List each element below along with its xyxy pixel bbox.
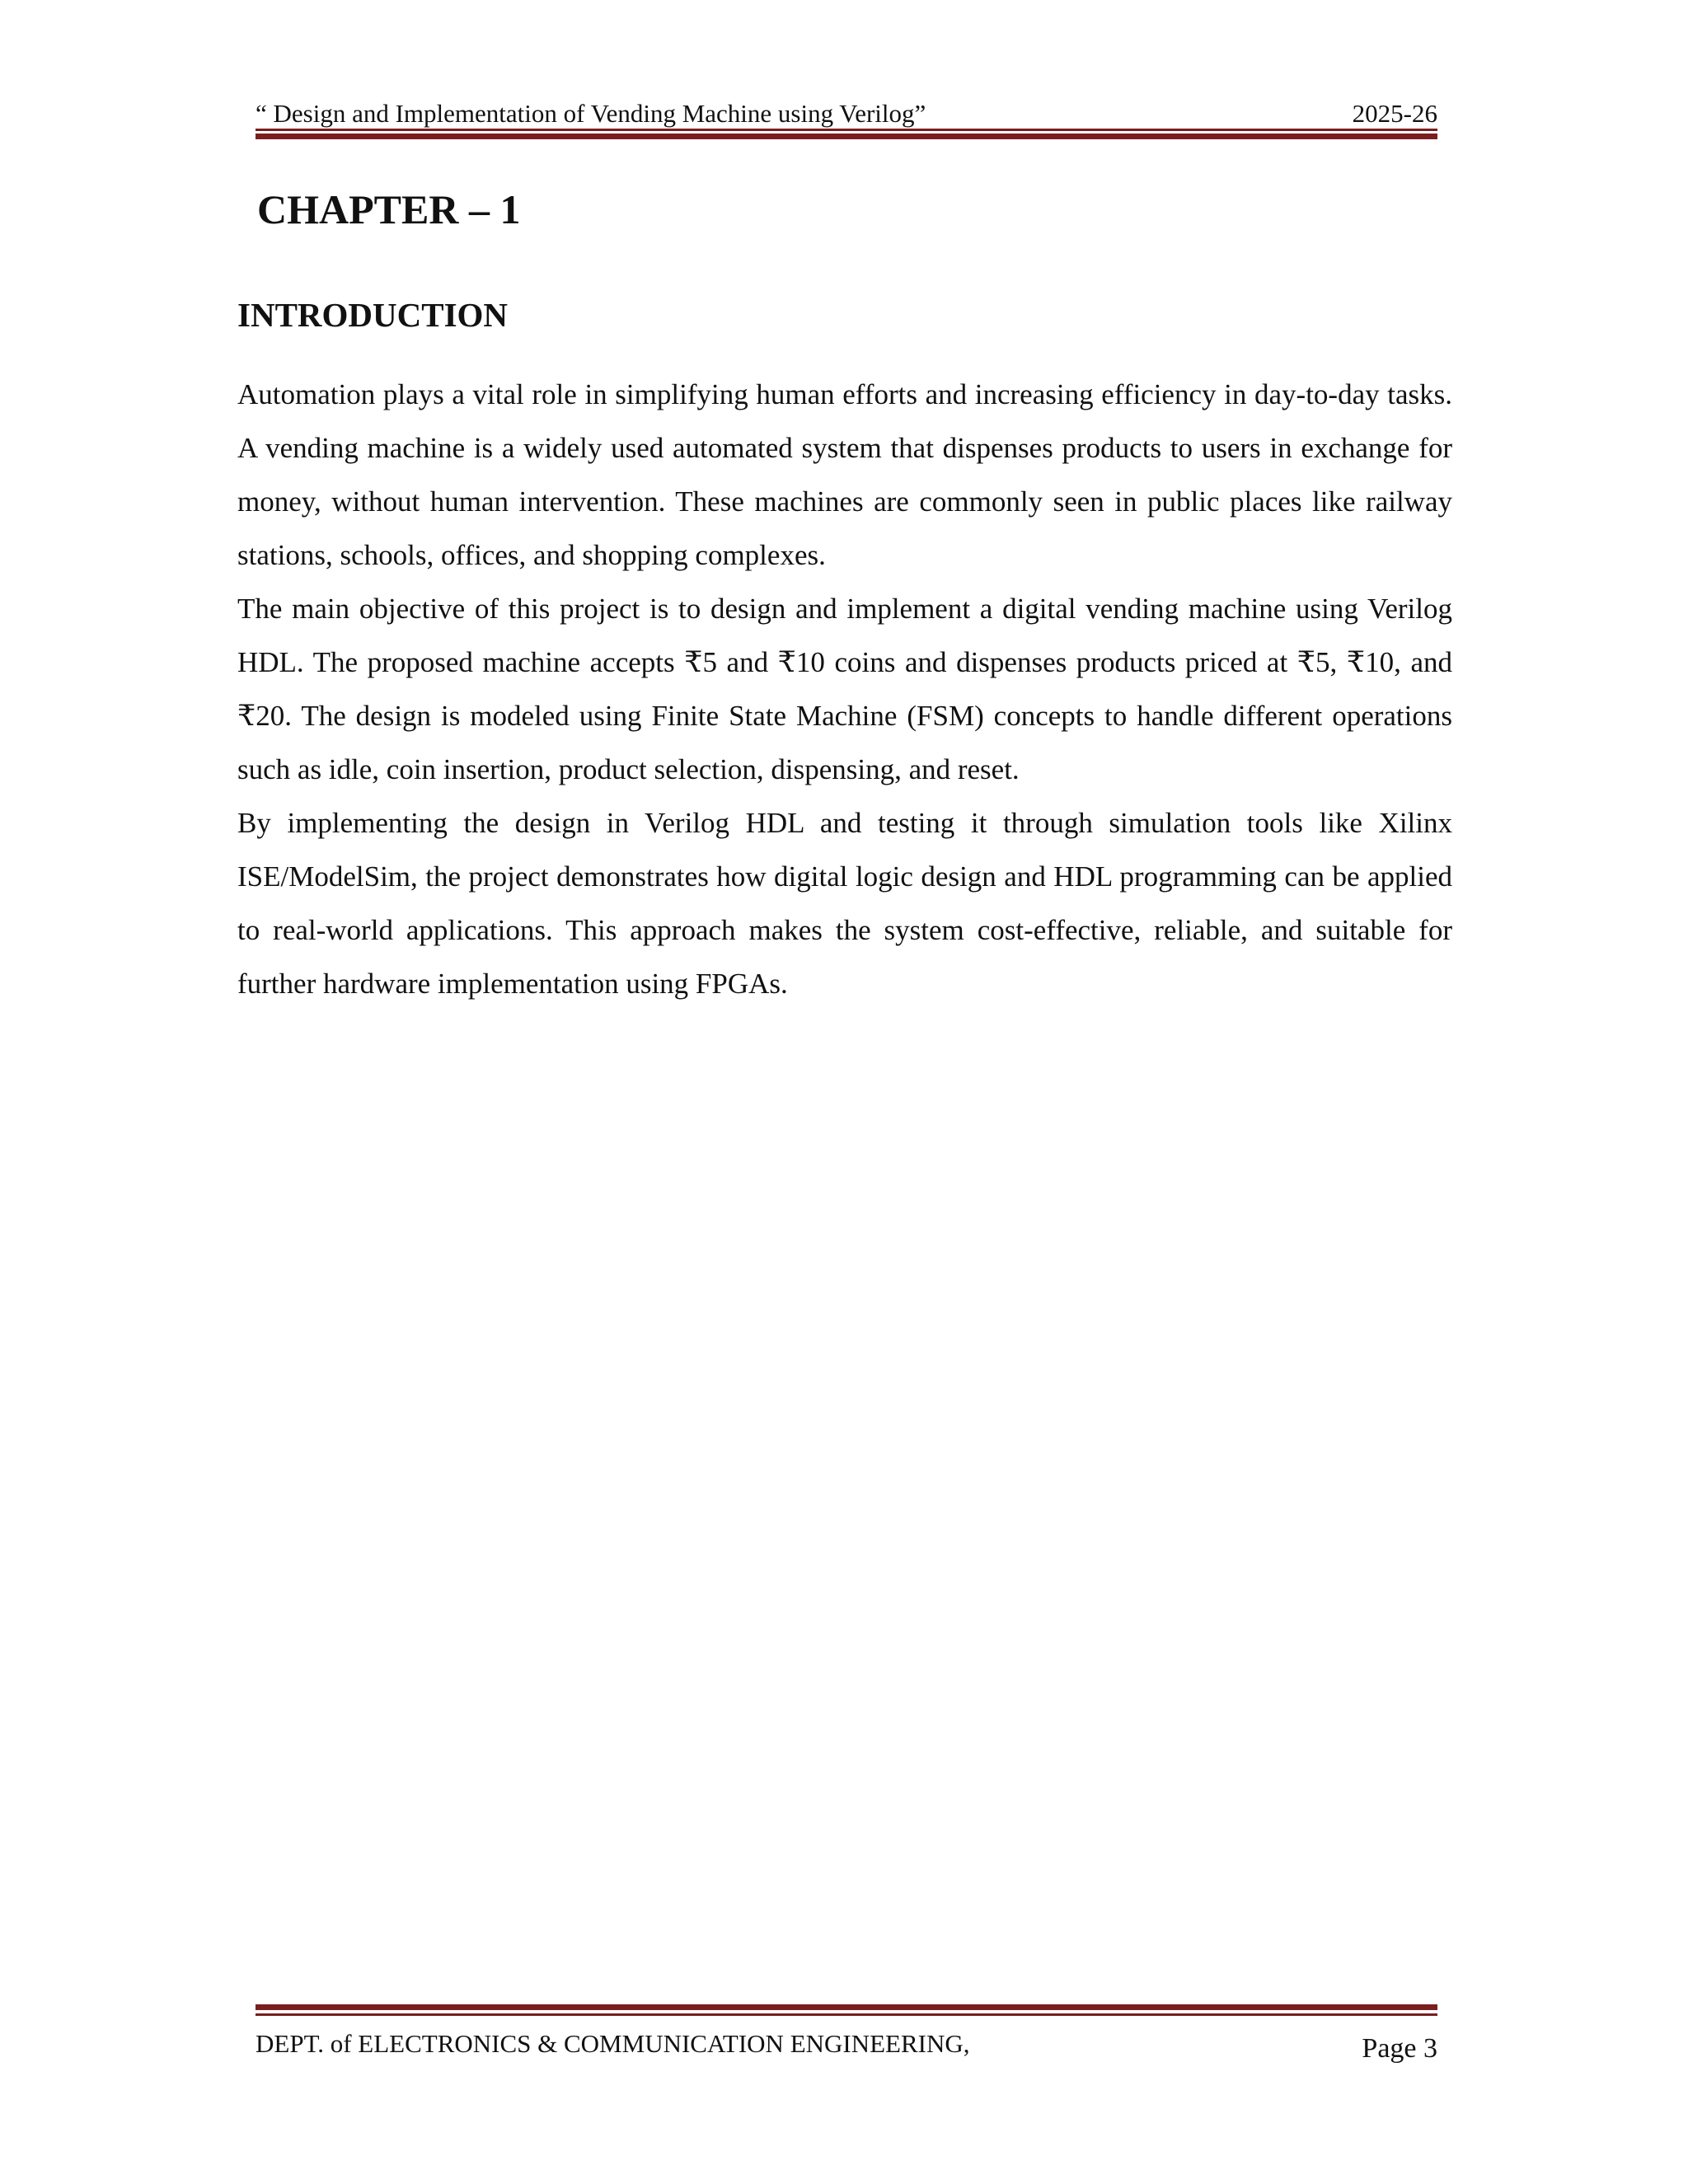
paragraph-1: Automation plays a vital role in simplifying human efforts and increasing efficiency in day-to-day tasks. A vending machine is a widely used automated system that dispenses products to users in exchange for money, without human intervention. These machines are commonly seen in public places like railway stations, schools, offices, and shopping complexes. (237, 378, 1452, 571)
footer-department: DEPT. of ELECTRONICS & COMMUNICATION ENGINEERING, (256, 2029, 970, 2058)
header-rule-thick (256, 134, 1437, 139)
body-text (237, 368, 1452, 1010)
footer-rule-thin (256, 2013, 1437, 2016)
section-heading: INTRODUCTION (237, 296, 509, 334)
page-header (256, 97, 1437, 130)
header-title: “ Design and Implementation of Vending Machine using Verilog” (256, 99, 926, 128)
chapter-heading: CHAPTER – 1 (257, 186, 521, 232)
header-rule-thin (256, 129, 1437, 131)
page-number: Page 3 (1362, 2033, 1437, 2064)
paragraph-2: The main objective of this project is to design and implement a digital vending machine using Verilog HDL. The proposed machine accepts ₹5 and ₹10 coins and dispenses products priced at ₹5, ₹10, and ₹20. The design is modeled using Finite State Machine (FSM) concepts to handle different operations such as idle, coin insertion, product selection, dispensing, and reset. (237, 593, 1452, 785)
page-footer (256, 2024, 1437, 2065)
paragraph-3: By implementing the design in Verilog HDL and testing it through simulation tools like Xilinx ISE/ModelSim, the project demonstrates how digital logic design and HDL programming can be applied to real-world applications. This approach makes the system cost-effective, reliable, and suitable for further hardware implementation using FPGAs. (237, 807, 1452, 1000)
header-year: 2025-26 (1352, 99, 1437, 128)
footer-rule-thick (256, 2004, 1437, 2010)
